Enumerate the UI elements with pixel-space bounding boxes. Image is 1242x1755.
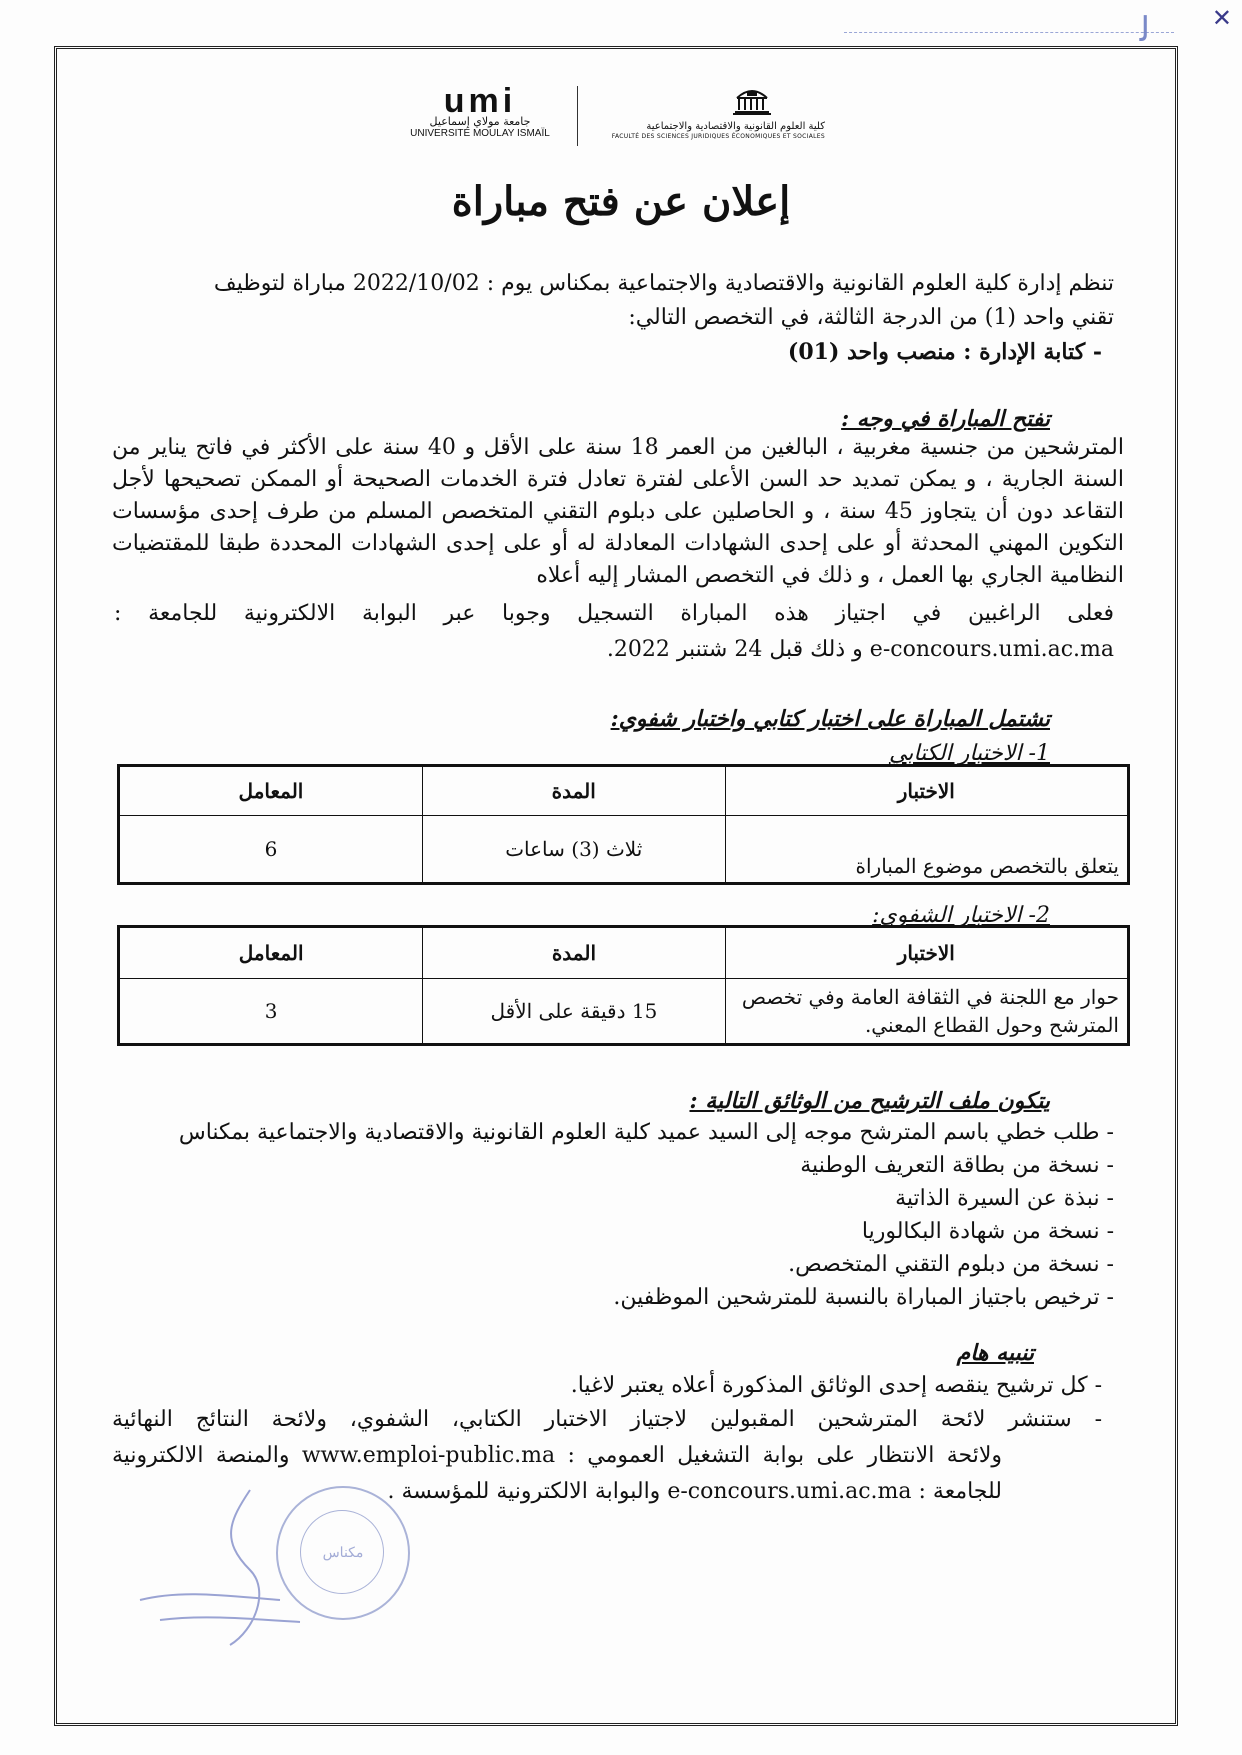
faculty-name-fr: FACULTÉ DES SCIENCES JURIDIQUES ÉCONOMIQUES ET SOCIALES [611, 133, 825, 140]
table-header: الاختبار [725, 927, 1129, 979]
table-cell: حوار مع اللجنة في الثقافة العامة وفي تخصص المترشح وحول القطاع المعني. [725, 979, 1129, 1045]
corner-handwritten-mark: ﻟ [1139, 12, 1150, 49]
table-cell: 15 دقيقة على الأقل [423, 979, 725, 1045]
registration-line-2: e-concours.umi.ac.ma و ذلك قبل 24 شتنبر 2022. [606, 637, 1114, 662]
faculty-name-ar: كلية العلوم القانونية والاقتصادية والاجتماعية [646, 121, 825, 132]
university-logo [395, 82, 565, 140]
notice-item-2-line-2: ولائحة الانتظار على بوابة التشغيل العمومي : www.emploi-public.ma والمنصة الالكترونية [112, 1443, 1002, 1468]
list-item: - نسخة من دبلوم التقني المتخصص. [788, 1252, 1114, 1277]
logo-separator [577, 86, 578, 146]
table-header: المدة [423, 927, 725, 979]
table-row [119, 979, 1129, 1045]
table-header: المعامل [119, 927, 423, 979]
registration-line-1: فعلى الراغبين في اجتياز هذه المباراة التسجيل وجوبا عبر البوابة الالكترونية للجامعة : [114, 601, 1114, 626]
oral-exam-label: 2- الاختبار الشفوي: [872, 903, 1050, 928]
table-header: المعامل [119, 766, 423, 816]
oral-exam-table [117, 925, 1130, 1046]
exams-heading: تشتمل المباراة على اختبار كتابي واختبار شفوي: [610, 706, 1050, 732]
list-item: - طلب خطي باسم المترشح موجه إلى السيد عميد كلية العلوم القانونية والاقتصادية والاجتماعية بمكناس [178, 1120, 1114, 1145]
notice-item-2-line-1: - ستنشر لائحة المترشحين المقبولين لاجتياز الاختبار الكتابي، الشفوي، ولائحة النتائج النهائية [112, 1407, 1102, 1432]
table-header-row [119, 927, 1129, 979]
page-title: إعلان عن فتح مباراة [451, 178, 791, 225]
list-item: - ترخيص باجتياز المباراة بالنسبة للمترشحين الموظفين. [613, 1285, 1114, 1310]
intro-line-2: تقني واحد (1) من الدرجة الثالثة، في التخصص التالي: [628, 305, 1114, 330]
signature [80, 1480, 340, 1650]
notice-item-1: - كل ترشيح ينقصه إحدى الوثائق المذكورة أعلاه يعتبر لاغيا. [570, 1373, 1102, 1398]
close-icon[interactable]: ✕ [1211, 5, 1232, 32]
eligibility-heading: تفتح المباراة في وجه : [841, 406, 1050, 432]
eligibility-paragraph: المترشحين من جنسية مغربية ، البالغين من العمر 18 سنة على الأقل و 40 سنة على الأكثر في فاتح يناير من السنة الجارية ، و يمكن تمديد حد السن الأعلى لفترة تعادل فترة الخدمات الصحيحة أو الممكن تصحيحها لأجل التقاعد دون أن يتجاوز 45 سنة ، و الحاصلين على دبلوم التقني المتخصص المسلم من طرف إحدى مؤسسات التكوين المهني المحدثة أو على إحدى الشهادات المعادلة له أو على إحدى الشهادات المحددة طبقا للمقتضيات النظامية الجاري بها العمل ، و ذلك في التخصص المشار إليه أعلاه [112, 435, 1125, 588]
list-item: - نسخة من بطاقة التعريف الوطنية [800, 1153, 1114, 1178]
corner-line [844, 32, 1174, 33]
university-name-ar: جامعة مولاي إسماعيل [429, 115, 531, 128]
table-cell: 6 [119, 816, 423, 884]
written-exam-table [117, 764, 1130, 885]
notice-heading: تنبيه هام [956, 1340, 1034, 1366]
documents-heading: يتكون ملف الترشيح من الوثائق التالية : [689, 1088, 1050, 1114]
list-item: - نسخة من شهادة البكالوريا [861, 1219, 1114, 1244]
table-cell: 3 [119, 979, 423, 1045]
table-header: الاختبار [725, 766, 1128, 816]
intro-line-1: تنظم إدارة كلية العلوم القانونية والاقتصادية والاجتماعية بمكناس يوم : 2022/10/02 مباراة لتوظيف [213, 271, 1114, 296]
university-name-fr: UNIVERSITÉ MOULAY ISMAÏL [410, 128, 550, 139]
table-row [119, 816, 1129, 884]
faculty-logo [595, 86, 825, 140]
table-cell: ثلاث (3) ساعات [422, 816, 725, 884]
faculty-emblem-icon [729, 86, 775, 116]
written-exam-label: 1- الاختبار الكتابي [888, 741, 1050, 766]
stamp-text: مكناس [322, 1545, 364, 1561]
table-header: المدة [422, 766, 725, 816]
table-header-row [119, 766, 1129, 816]
table-cell: يتعلق بالتخصص موضوع المباراة [725, 816, 1128, 884]
notice-item-2-line-3: للجامعة : e-concours.umi.ac.ma والبوابة الالكترونية للمؤسسة . [387, 1479, 1002, 1504]
umi-mark: umi [443, 82, 517, 120]
intro-line-3: - كتابة الإدارة : منصب واحد (01) [787, 339, 1102, 365]
header-logos [395, 82, 825, 156]
documents-list [114, 1116, 1114, 1314]
list-item: - نبذة عن السيرة الذاتية [895, 1186, 1114, 1211]
